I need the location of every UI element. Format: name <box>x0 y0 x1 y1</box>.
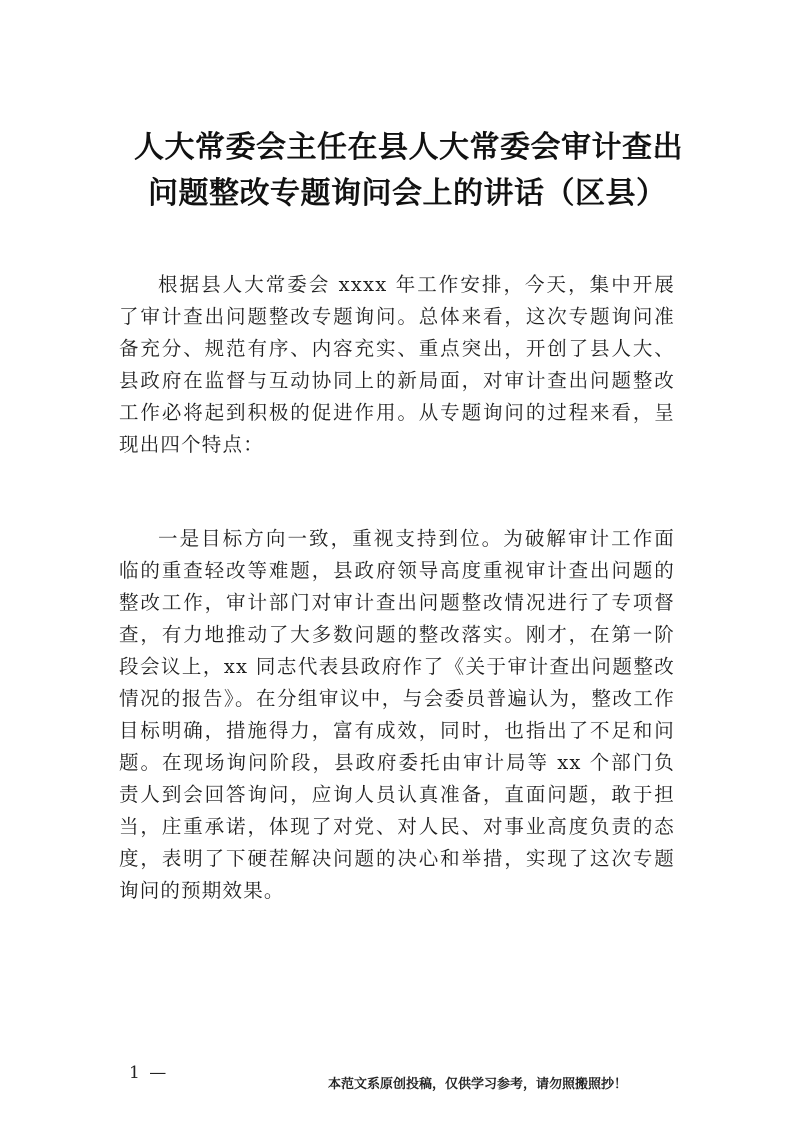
body-paragraph-2: 一是目标方向一致，重视支持到位。为破解审计工作面临的重查轻改等难题，县政府领导高度重视审计查出问题的整改工作，审计部门对审计查出问题整改情况进行了专项督查，有力地推动了大多数问题的整改落实。刚才，在第一阶段会议上，xx 同志代表县政府作了《关于审计查出问题整改情况的报告》。在分组审议中，与会委员普遍认为，整改工作目标明确，措施得力，富有成效，同时，也指出了不足和问题。在现场询问阶段，县政府委托由审计局等 xx 个部门负责人到会回答询问，应询人员认真准备，直面问题，敢于担当，庄重承诺，体现了对党、对人民、对事业高度负责的态度，表明了下硬茬解决问题的决心和举措，实现了这次专题询问的预期效果。 <box>119 527 675 902</box>
footer-disclaimer: 本范文系原创投稿，仅供学习参考，请勿照搬照抄！ <box>328 1077 628 1092</box>
document-title <box>80 125 720 217</box>
page-number: 1 — <box>129 1063 169 1083</box>
title-line-1: 人大常委会主任在县人大常委会审计查出 <box>134 130 683 165</box>
title-line-2: 问题整改专题询问会上的讲话（区县） <box>148 176 667 211</box>
body-paragraph-1: 根据县人大常委会 xxxx 年工作安排，今天，集中开展了审计查出问题整改专题询问。总体来看，这次专题询问准备充分、规范有序、内容充实、重点突出，开创了县人大、县政府在监督与互动协同上的新局面，对审计查出问题整改工作必将起到积极的促进作用。从专题询问的过程来看，呈现出四个特点： <box>119 273 675 456</box>
